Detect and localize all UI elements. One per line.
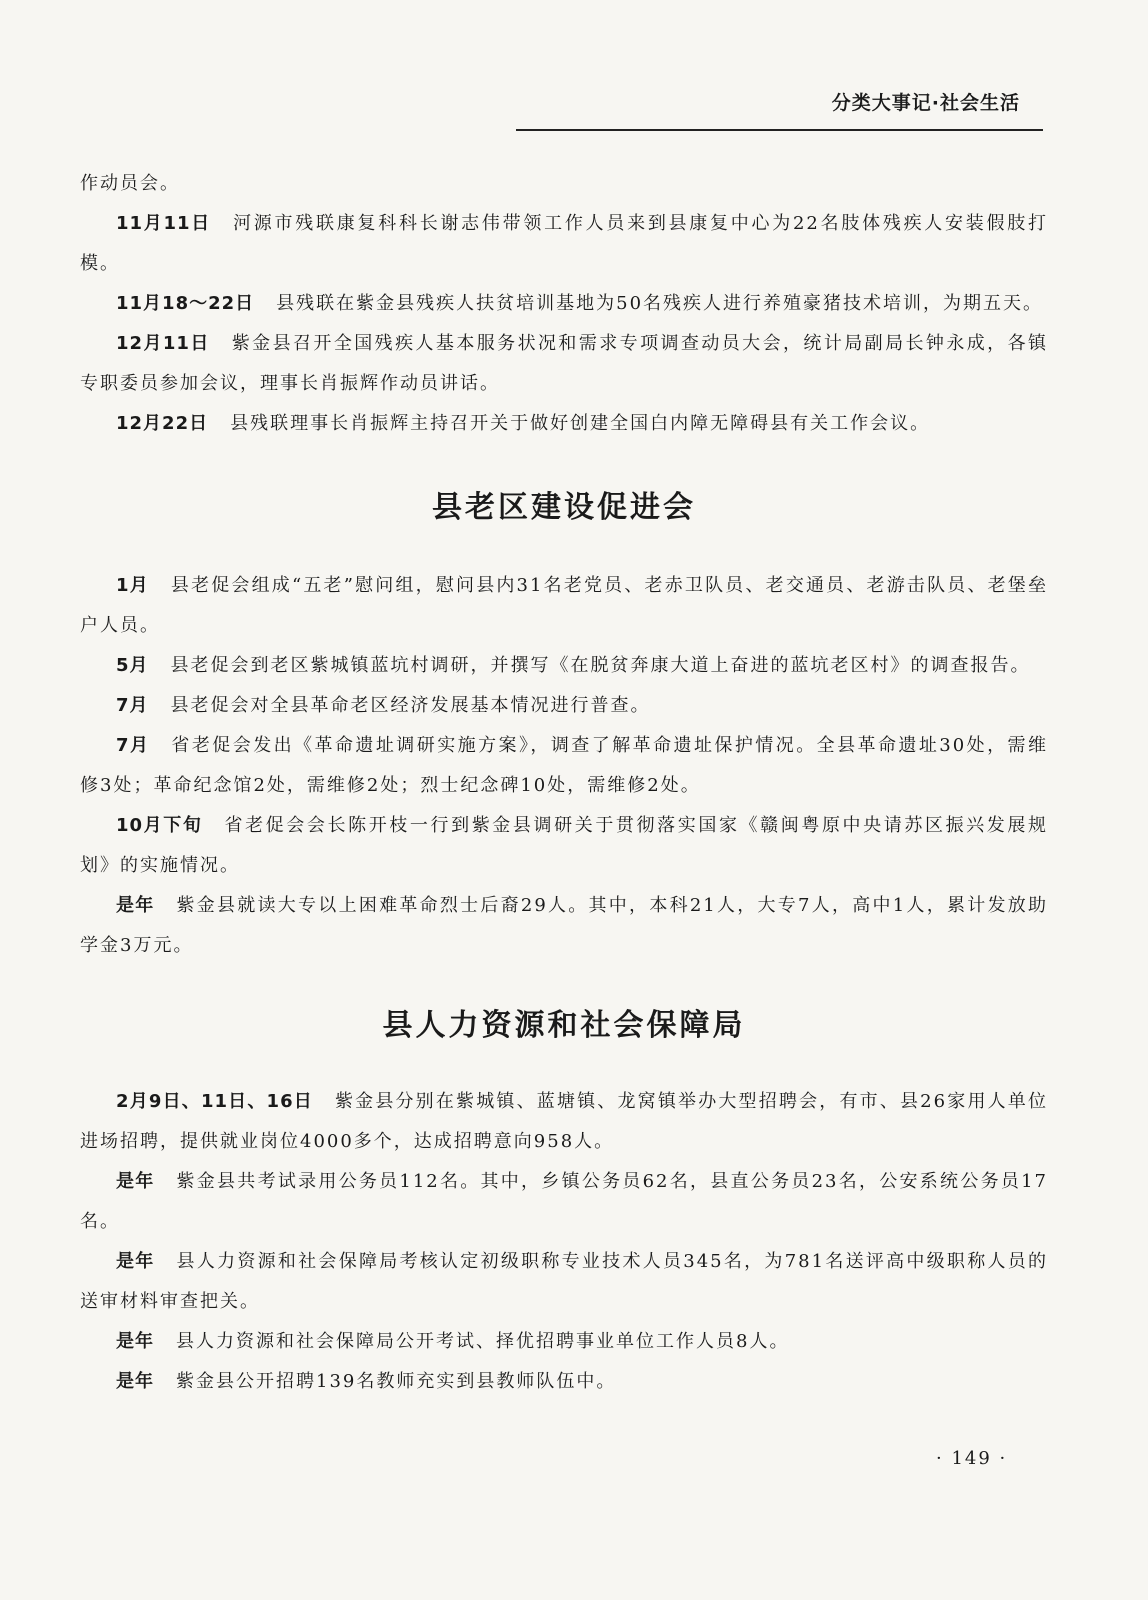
entry-text: 县老促会组成“五老”慰问组，慰问县内31名老党员、老赤卫队员、老交通员、老游击队员、老堡垒户人员。: [80, 575, 1048, 636]
entry-date: 11月18～22日: [116, 293, 255, 314]
entry-paragraph: [80, 404, 1048, 444]
header-rule: [516, 129, 1043, 131]
entry-text: 河源市残联康复科科长谢志伟带领工作人员来到县康复中心为22名肢体残疾人安装假肢打模。: [80, 213, 1048, 274]
entry-paragraph: [80, 1162, 1048, 1242]
entry-text: 省老促会会长陈开枝一行到紫金县调研关于贯彻落实国家《赣闽粤原中央请苏区振兴发展规划》的实施情况。: [80, 815, 1048, 876]
entry-date: 5月: [116, 655, 149, 676]
entry-text: 紫金县就读大专以上困难革命烈士后裔29人。其中，本科21人，大专7人，高中1人，累计发放助学金3万元。: [80, 895, 1048, 956]
entry-paragraph: [80, 1242, 1048, 1322]
entry-paragraph: [80, 726, 1048, 806]
entry-text: 县人力资源和社会保障局公开考试、择优招聘事业单位工作人员8人。: [176, 1331, 790, 1352]
entry-paragraph: [80, 1322, 1048, 1362]
entry-paragraph: [80, 324, 1048, 404]
entry-date: 是年: [116, 1251, 155, 1272]
entry-paragraph: [80, 886, 1048, 966]
entry-text: 县人力资源和社会保障局考核认定初级职称专业技术人员345名，为781名送评高中级职称人员的送审材料审查把关。: [80, 1251, 1048, 1312]
entry-text: 县残联理事长肖振辉主持召开关于做好创建全国白内障无障碍县有关工作会议。: [230, 413, 931, 434]
entry-date: 是年: [116, 1331, 154, 1352]
entry-text: 紫金县分别在紫城镇、蓝塘镇、龙窝镇举办大型招聘会，有市、县26家用人单位进场招聘，提供就业岗位4000多个，达成招聘意向958人。: [80, 1091, 1048, 1152]
page-content: [80, 164, 1048, 1402]
entry-paragraph: [80, 1082, 1048, 1162]
entry-text: 县老促会对全县革命老区经济发展基本情况进行普查。: [170, 695, 651, 716]
entry-text: 紫金县召开全国残疾人基本服务状况和需求专项调查动员大会，统计局副局长钟永成，各镇专职委员参加会议，理事长肖振辉作动员讲话。: [80, 333, 1048, 394]
entry-paragraph: [80, 284, 1048, 324]
running-head: 分类大事记·社会生活: [831, 92, 1020, 114]
entry-paragraph: [80, 1362, 1048, 1402]
section-title-laoqu: 县老区建设促进会: [432, 490, 696, 525]
entry-text: 县老促会到老区紫城镇蓝坑村调研，并撰写《在脱贫奔康大道上奋进的蓝坑老区村》的调查报告。: [170, 655, 1031, 676]
entry-date: 10月下旬: [116, 815, 203, 836]
entry-date: 是年: [116, 1171, 155, 1192]
section-title-renshe: 县人力资源和社会保障局: [382, 1008, 746, 1043]
entry-date: 12月11日: [116, 333, 210, 354]
entry-date: 7月: [116, 735, 150, 756]
entry-date: 是年: [116, 895, 155, 916]
entry-text: 紫金县共考试录用公务员112名。其中，乡镇公务员62名，县直公务员23名，公安系统公务员17名。: [80, 1171, 1048, 1232]
entry-date: 是年: [116, 1371, 154, 1392]
entry-text: 紫金县公开招聘139名教师充实到县教师队伍中。: [176, 1371, 617, 1392]
entry-date: 2月9日、11日、16日: [116, 1091, 313, 1112]
entry-paragraph: [80, 566, 1048, 646]
entry-date: 1月: [116, 575, 149, 596]
entry-paragraph: [80, 646, 1048, 686]
entry-date: 12月22日: [116, 413, 209, 434]
entry-date: 11月11日: [116, 213, 212, 234]
entry-paragraph: [80, 204, 1048, 284]
entry-paragraph: [80, 806, 1048, 886]
entry-date: 7月: [116, 695, 149, 716]
entry-paragraph: [80, 686, 1048, 726]
entry-text: 省老促会发出《革命遗址调研实施方案》，调查了解革命遗址保护情况。全县革命遗址30处，需维修3处；革命纪念馆2处，需维修2处；烈士纪念碑10处，需维修2处。: [80, 735, 1048, 796]
page-number: · 149 ·: [936, 1448, 1008, 1469]
entry-text: 县残联在紫金县残疾人扶贫培训基地为50名残疾人进行养殖豪猪技术培训，为期五天。: [276, 293, 1044, 314]
continued-paragraph: 作动员会。: [80, 173, 180, 194]
